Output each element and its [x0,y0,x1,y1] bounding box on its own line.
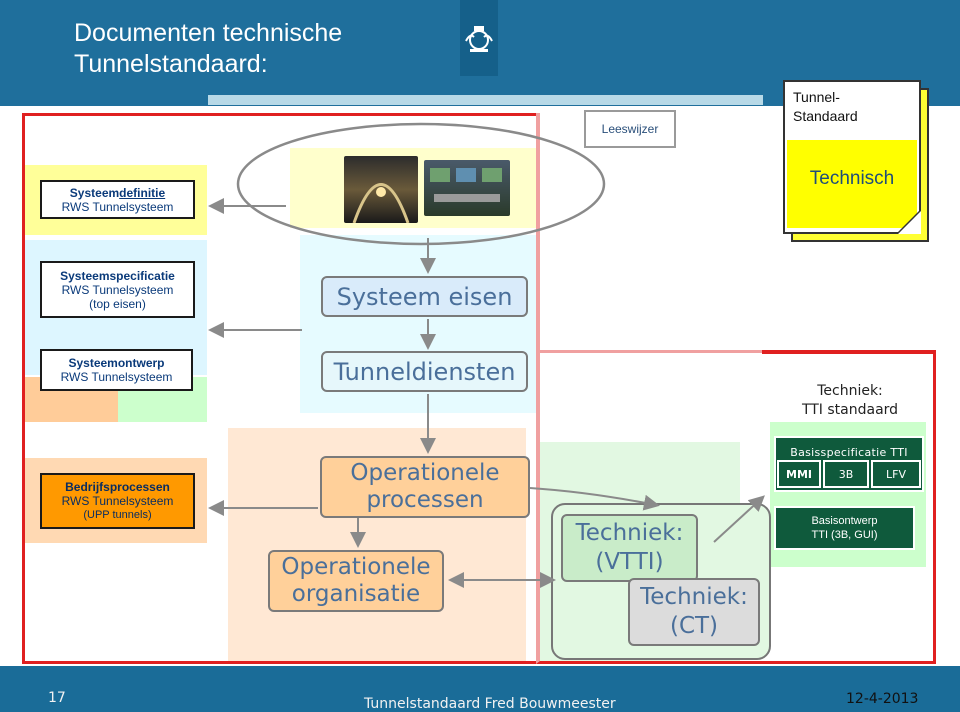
techniek-tti-line-1: Techniek: [817,383,883,399]
bedrijfsprocessen-title: Bedrijfsprocessen [65,480,170,494]
operationele-organisatie-line-1: Operationele [281,554,431,580]
arrow-processen-to-techniek [530,488,656,505]
systeemspecificatie-sub: RWS Tunnelsysteem [61,282,174,297]
document-tab-label: Technisch [809,168,895,189]
lfv-label: LFV [886,467,906,481]
footer-date: 12-4-2013 [846,691,919,707]
footer-center-text: Tunnelstandaard Fred Bouwmeester [364,696,616,712]
mmi-label: MMI [786,467,812,481]
systeemspecificatie-note: (top eisen) [89,296,146,311]
title-line-2: Tunnelstandaard: [74,50,268,78]
bedrijfsprocessen-sub: RWS Tunnelsysteem [61,494,174,508]
slide-number: 17 [48,690,66,706]
systeemdefinitie-sub: RWS Tunnelsysteem [61,199,174,214]
operationele-organisatie-line-2: organisatie [291,581,421,607]
tunneldiensten-label: Tunneldiensten [333,357,516,386]
arrow-lines [212,206,762,580]
arrow-techniek-to-tti [714,498,762,542]
systeemdefinitie-title: Systeemdefinitie [69,185,166,200]
basisspecificatie-tti-label: Basisspecificatie TTI [790,446,908,459]
document-title-line-2: Standaard [793,108,858,124]
title-line-1: Documenten technische [74,19,343,47]
techniek-ct-line-2: (CT) [669,613,719,639]
systeem-eisen-label: Systeem eisen [336,282,513,311]
3b-label: 3B [838,467,854,481]
techniek-tti-line-2: TTI standaard [801,402,899,418]
operationele-processen-line-2: processen [366,487,484,513]
techniek-vtti-line-2: (VTTI) [595,549,664,575]
systeemontwerp-sub: RWS Tunnelsysteem [60,370,173,384]
leeswijzer-label: Leeswijzer [601,122,659,136]
systeemspecificatie-title: Systeemspecificatie [60,268,175,283]
systeemontwerp-title: Systeemontwerp [68,356,165,370]
basisontwerp-line-2: TTI (3B, GUI) [811,529,878,541]
techniek-ct-line-1: Techniek: [640,584,748,610]
basisontwerp-line-1: Basisontwerp [811,515,878,527]
bedrijfsprocessen-note: (UPP tunnels) [83,509,152,521]
document-title-line-1: Tunnel- [793,89,840,105]
operationele-processen-line-1: Operationele [350,460,500,486]
techniek-vtti-line-1: Techniek: [575,520,684,546]
